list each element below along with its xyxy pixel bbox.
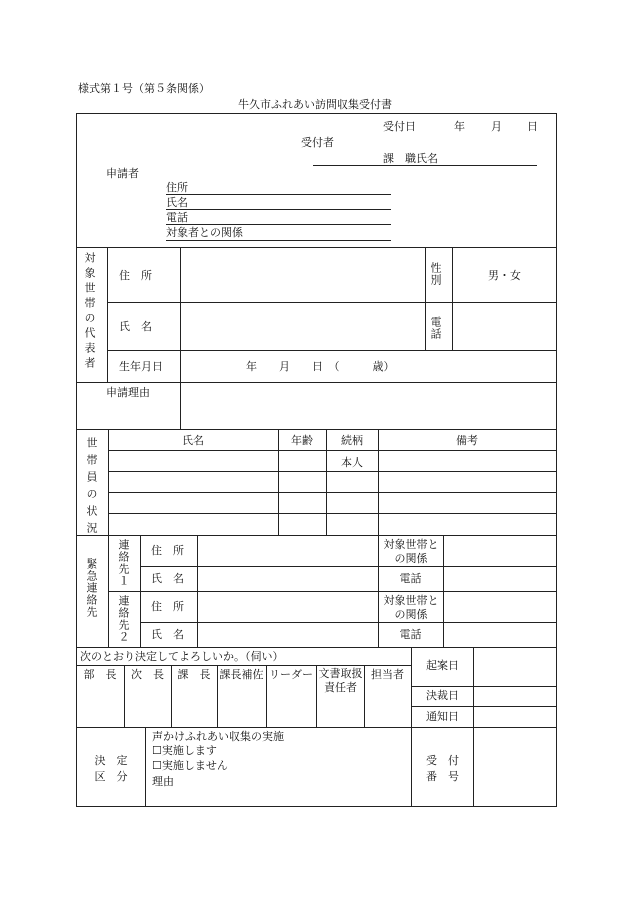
decision-option-no[interactable]: ☐実施しません: [152, 759, 228, 772]
members-row-line-3: [108, 492, 557, 493]
applicant-name-label: 氏名: [166, 196, 188, 209]
divider-representative: [76, 247, 557, 248]
receiver-underline: [313, 165, 537, 166]
emergency-c1-row-line: [140, 566, 557, 567]
approval-role-director: 部 長: [83, 668, 117, 681]
emergency-c1-relation-label: 対象世帯との関係: [383, 538, 439, 565]
members-header-notes: 備考: [456, 434, 478, 447]
rep-row-divider-1: [107, 302, 557, 303]
applicant-label: 申請者: [106, 167, 139, 180]
divider-decision: [76, 727, 557, 728]
approval-role-document-officer: 文書取扱責任者: [318, 667, 363, 694]
form-title: 牛久市ふれあい訪問収集受付書: [238, 98, 392, 111]
members-header-name: 氏名: [182, 434, 204, 447]
approval-date-line-2: [411, 706, 557, 707]
applicant-phone-line: [166, 224, 391, 225]
members-row-line-2: [108, 471, 557, 472]
emergency-c1-phone-label: 電話: [399, 572, 422, 585]
decision-title: 声かけふれあい収集の実施: [152, 730, 284, 743]
approval-role-assistant-chief: 課長補佐: [219, 668, 264, 681]
emergency-c2-address-label: 住 所: [151, 600, 184, 613]
divider-members: [76, 429, 557, 430]
emergency-c1-address-label: 住 所: [151, 544, 184, 557]
divider-emergency: [76, 535, 557, 536]
approval-notice-date-label: 通知日: [426, 710, 459, 723]
rep-gender-value: 男・女: [488, 269, 521, 282]
approval-prompt-line: [76, 665, 411, 666]
emergency-section-label: 緊急連絡先: [85, 558, 98, 618]
receiver-label: 受付者: [301, 136, 334, 149]
rep-birthdate-label: 生年月日: [119, 360, 163, 373]
reception-year: 年: [454, 120, 465, 133]
applicant-phone-label: 電話: [166, 211, 188, 224]
members-header-age: 年齢: [291, 434, 313, 447]
approval-decision-date-label: 決裁日: [426, 689, 459, 702]
form-number: 様式第１号（第５条関係）: [78, 82, 210, 95]
approval-prompt: 次のとおり決定してよろしいか。（伺い）: [80, 650, 284, 663]
applicant-address-label: 住所: [166, 181, 188, 194]
approval-date-line-1: [411, 686, 557, 687]
emergency-contact-separator: [108, 591, 557, 592]
reception-month: 月: [491, 120, 502, 133]
reason-label: 申請理由: [106, 386, 150, 399]
decision-number-divider: [473, 727, 474, 807]
emergency-contact1-label: 連絡先１: [117, 539, 130, 587]
applicant-address-line: [166, 194, 391, 195]
members-row-line-1: [108, 450, 557, 451]
members-first-relation: 本人: [341, 456, 363, 469]
decision-category-label: 決 定 区 分: [94, 754, 128, 783]
emergency-c2-relation-label: 対象世帯との関係: [383, 594, 439, 621]
rep-birthdate-format: 年 月 日 （ 歳）: [246, 360, 395, 373]
applicant-name-line: [166, 209, 391, 210]
emergency-c2-phone-label: 電話: [399, 628, 422, 641]
approval-role-leader: リーダー: [269, 668, 313, 681]
reception-date-label: 受付日: [383, 120, 416, 133]
decision-reason-label: 理由: [152, 775, 174, 788]
members-header-relation: 続柄: [341, 434, 363, 447]
divider-reason: [76, 382, 557, 383]
applicant-relation-line: [166, 240, 391, 241]
emergency-c2-name-label: 氏 名: [151, 628, 184, 641]
receipt-number-label: 受 付 番 号: [426, 754, 459, 783]
reception-day: 日: [527, 120, 538, 133]
approval-draft-date-label: 起案日: [426, 659, 459, 672]
applicant-relation-label: 対象者との関係: [166, 226, 243, 239]
rep-gender-left: [425, 247, 426, 350]
rep-gender-label: 性別: [429, 262, 442, 286]
approval-role-section-chief: 課 長: [177, 668, 211, 681]
emergency-contact2-label: 連絡先２: [117, 595, 130, 643]
rep-address-label: 住 所: [119, 269, 152, 282]
representative-label-divider: [107, 247, 108, 382]
emergency-c2-row-line: [140, 622, 557, 623]
representative-field-divider: [180, 247, 181, 429]
members-row-line-4: [108, 513, 557, 514]
approval-role-staff: 担当者: [371, 668, 404, 681]
emergency-c1-name-label: 氏 名: [151, 572, 184, 585]
divider-approval: [76, 647, 557, 648]
receiver-dept-label: 課 職氏名: [383, 152, 438, 165]
decision-label-divider: [145, 727, 146, 807]
approval-dates-value-divider: [473, 647, 474, 727]
rep-phone-label: 電話: [429, 316, 442, 340]
members-section-label: 世帯員の状況: [85, 437, 98, 539]
rep-gender-right: [452, 247, 453, 350]
approval-role-deputy: 次 長: [131, 668, 164, 681]
decision-option-yes[interactable]: ☐実施します: [152, 744, 217, 757]
representative-section-label: 対象世帯の代表者: [83, 252, 96, 372]
rep-row-divider-2: [107, 350, 557, 351]
rep-name-label: 氏 名: [119, 320, 152, 333]
